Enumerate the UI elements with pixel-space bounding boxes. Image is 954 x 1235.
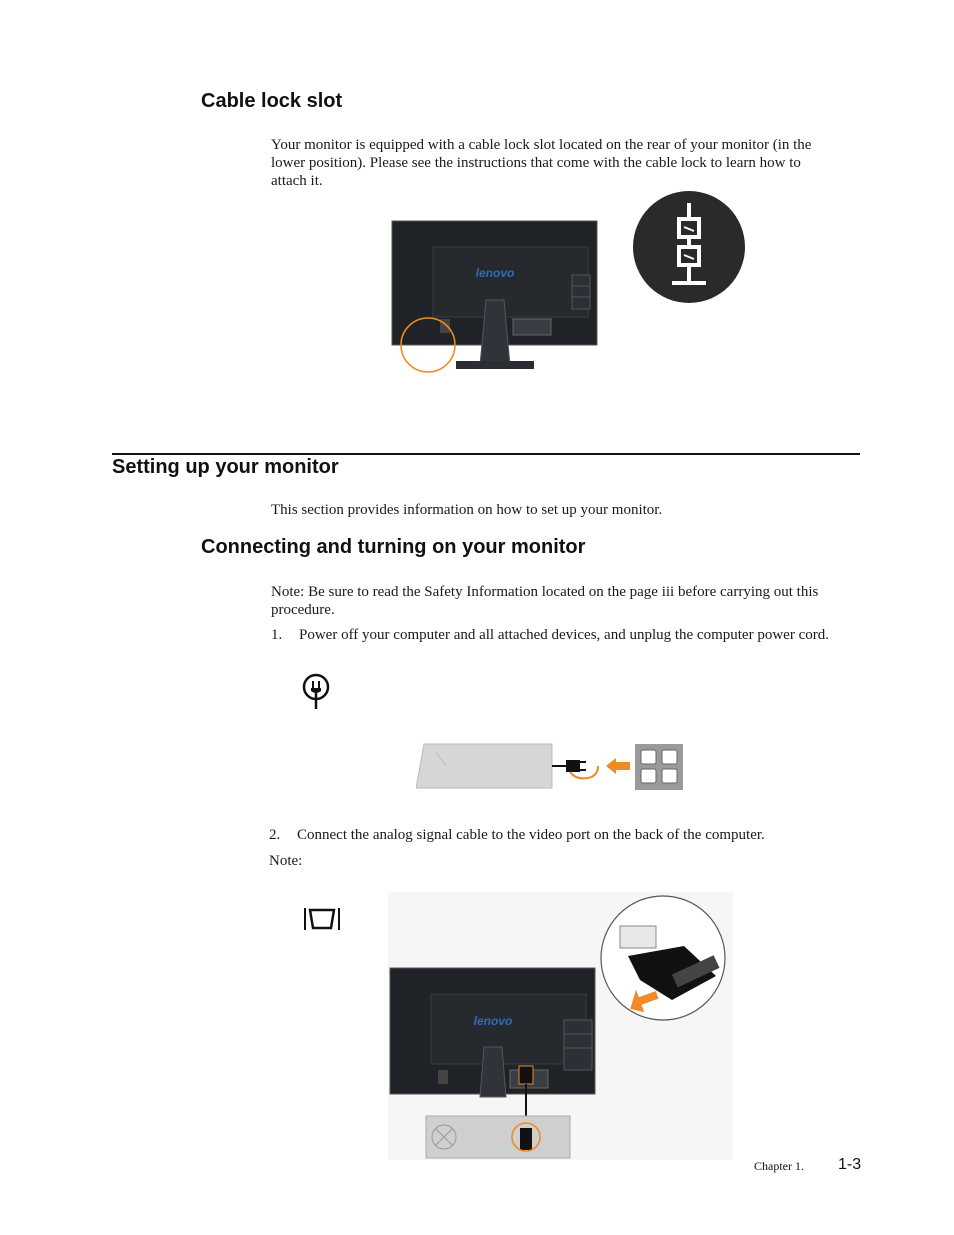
- section-heading-cable-lock: Cable lock slot: [201, 90, 343, 112]
- note-label: Note:: [271, 584, 305, 600]
- note-text: Be sure to read the Safety Information located on the page iii before carrying out this procedure.: [271, 584, 819, 618]
- step-number: 1.: [271, 627, 283, 643]
- footer-page-number: 1-3: [838, 1156, 862, 1173]
- safety-note: [271, 583, 843, 619]
- lenovo-logo: lenovo: [473, 1014, 513, 1028]
- step-1-text: Power off your computer and all attached devices, and unplug the computer power cord.: [299, 627, 829, 643]
- setup-paragraph: This section provides information on how to set up your monitor.: [271, 502, 663, 518]
- step-number: 2.: [269, 827, 281, 843]
- power-plug-icon: [302, 673, 332, 711]
- section-heading-setup: Setting up your monitor: [112, 456, 339, 478]
- footer-chapter: Chapter 1.: [754, 1159, 804, 1173]
- section-divider: [112, 453, 860, 455]
- note-label-2: Note:: [269, 853, 303, 869]
- section-heading-connecting: Connecting and turning on your monitor: [201, 536, 586, 558]
- lenovo-logo: lenovo: [475, 266, 515, 280]
- vga-port-icon: [303, 906, 341, 932]
- cable-lock-paragraph: Your monitor is equipped with a cable lock slot located on the rear of your monitor (in the lower position). Please see the instructions that come with the cable lock to learn how to attach it.: [271, 137, 812, 189]
- vga-connection-illustration: [388, 892, 733, 1162]
- lock-icon: [632, 189, 746, 305]
- unplug-illustration: [416, 742, 686, 792]
- step-2-text: Connect the analog signal cable to the video port on the back of the computer.: [297, 827, 765, 843]
- monitor-rear-illustration: [390, 215, 610, 380]
